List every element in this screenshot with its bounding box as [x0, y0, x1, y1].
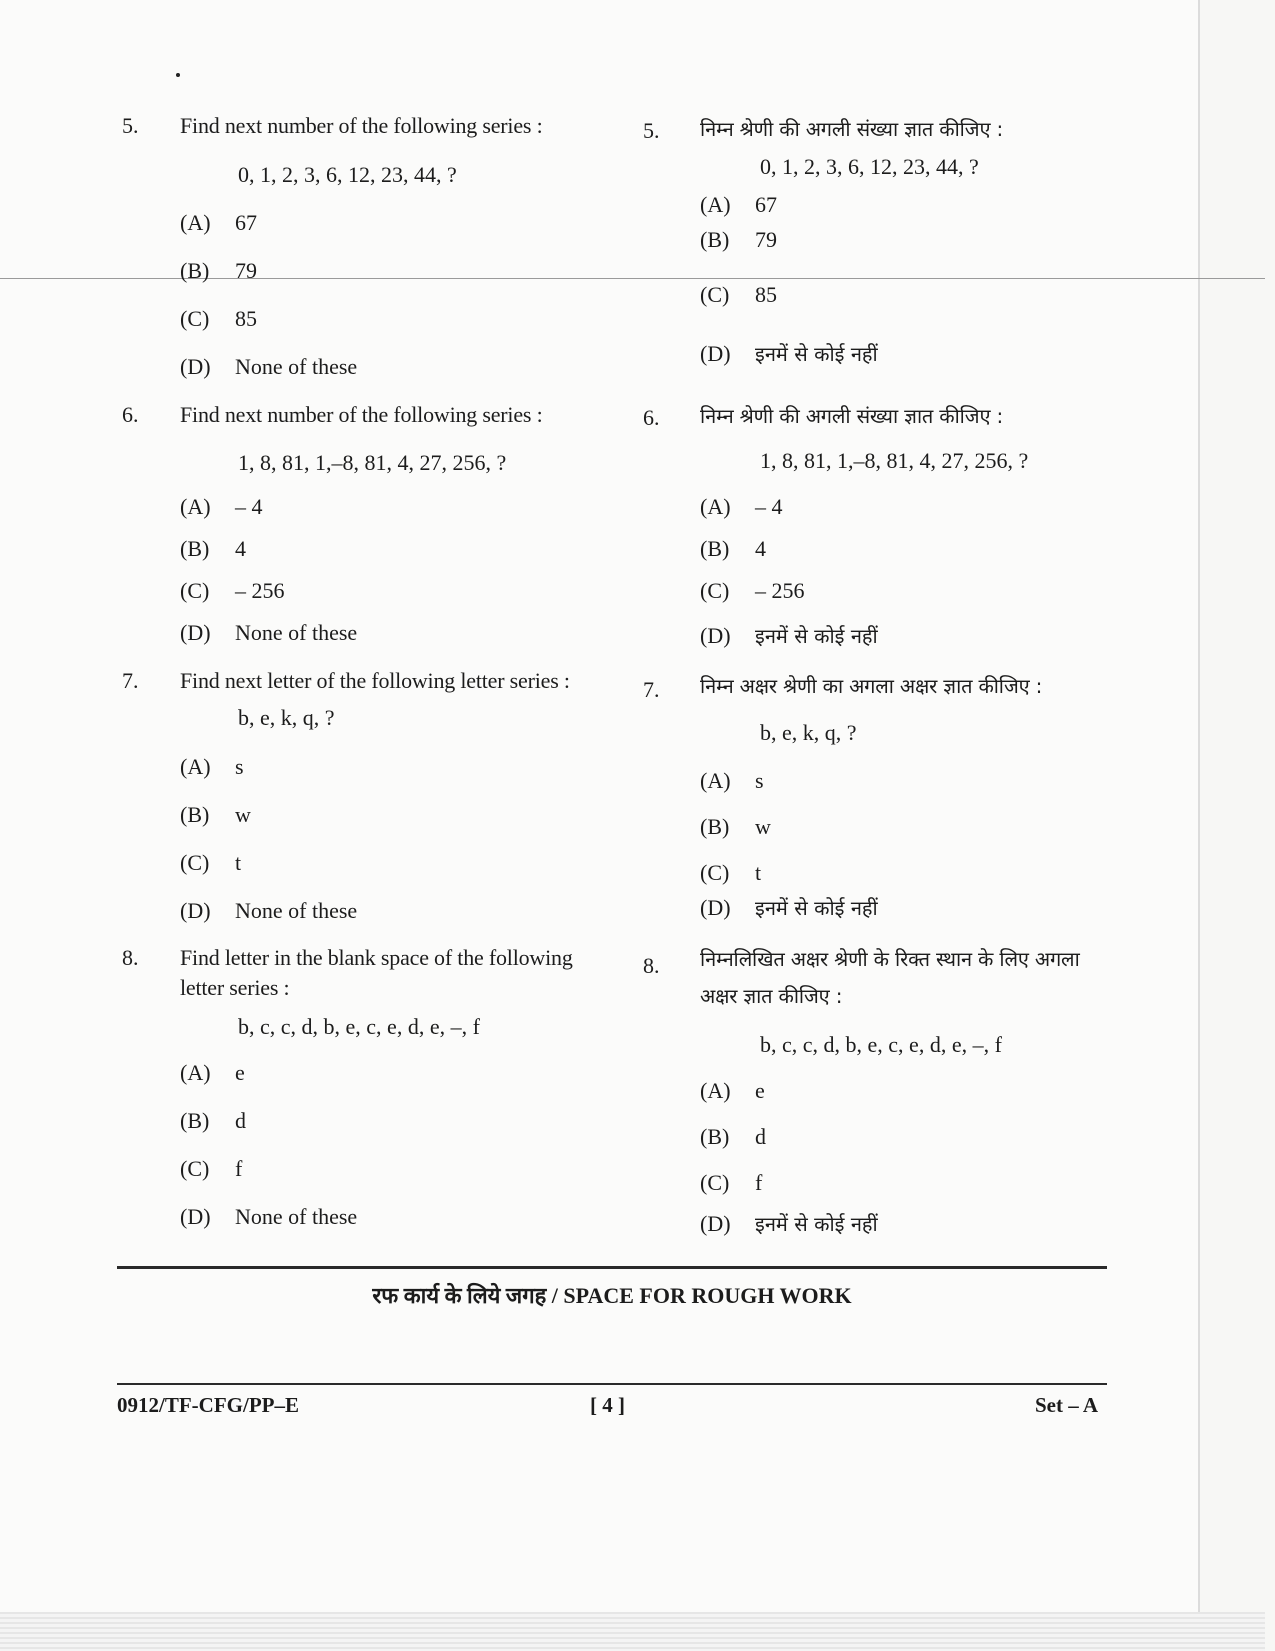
option-value: 4: [235, 536, 246, 561]
question-series: b, c, c, d, b, e, c, e, d, e, –, f: [760, 1032, 1002, 1057]
option-value: 85: [755, 282, 777, 307]
question-number: 8.: [643, 953, 660, 978]
option-value: d: [235, 1108, 246, 1133]
option-label: (C): [180, 1156, 210, 1181]
option-label: (B): [180, 258, 210, 283]
question-text-line1: निम्नलिखित अक्षर श्रेणी के रिक्त स्थान के लिए अगला: [700, 947, 1080, 971]
option-c: [180, 1156, 242, 1182]
option-label: (D): [700, 623, 731, 648]
option-c: [700, 1170, 762, 1196]
question-text-line2: letter series :: [180, 975, 290, 1000]
option-value: e: [235, 1060, 245, 1085]
option-label: (C): [700, 578, 730, 603]
option-value: – 256: [755, 578, 805, 603]
question-text: Find next letter of the following letter series :: [180, 668, 570, 693]
question-number: 6.: [122, 402, 139, 427]
option-label: (A): [180, 1060, 211, 1085]
question-series: 1, 8, 81, 1,–8, 81, 4, 27, 256, ?: [760, 448, 1029, 473]
option-c: [700, 578, 805, 604]
question-text: निम्न श्रेणी की अगली संख्या ज्ञात कीजिए :: [700, 117, 1004, 141]
option-value: 67: [755, 192, 777, 217]
question-series: b, c, c, d, b, e, c, e, d, e, –, f: [238, 1014, 480, 1039]
option-label: (C): [180, 306, 210, 331]
option-label: (C): [700, 1170, 730, 1195]
question-number: 8.: [122, 945, 139, 970]
option-b: [700, 227, 777, 253]
option-label: (D): [180, 1204, 211, 1229]
option-label: (B): [180, 536, 210, 561]
option-value: इनमें से कोई नहीं: [755, 896, 878, 920]
option-value: इनमें से कोई नहीं: [755, 342, 878, 366]
option-label: (A): [180, 210, 211, 235]
option-value: w: [755, 814, 771, 839]
option-label: (A): [700, 1078, 731, 1103]
option-label: (A): [700, 768, 731, 793]
question-series: 0, 1, 2, 3, 6, 12, 23, 44, ?: [238, 162, 457, 187]
option-value: None of these: [235, 898, 358, 923]
option-a: [700, 494, 783, 520]
option-label: (D): [180, 898, 211, 923]
option-label: (C): [700, 860, 730, 885]
paper-code: 0912/TF-CFG/PP–E: [117, 1393, 299, 1417]
option-label: (C): [180, 850, 210, 875]
question-number: 7.: [643, 677, 660, 702]
option-value: 4: [755, 536, 766, 561]
option-value: 67: [235, 210, 257, 235]
option-value: f: [755, 1170, 763, 1195]
option-d: [180, 1204, 357, 1230]
option-label: (D): [700, 895, 731, 920]
question-series: 1, 8, 81, 1,–8, 81, 4, 27, 256, ?: [238, 450, 507, 475]
option-value: f: [235, 1156, 243, 1181]
question-text: निम्न श्रेणी की अगली संख्या ज्ञात कीजिए :: [700, 404, 1004, 428]
option-b: [700, 536, 766, 562]
option-label: (A): [180, 754, 211, 779]
option-b: [180, 536, 246, 562]
rough-work-divider: [117, 1266, 1107, 1269]
option-b: [700, 1124, 766, 1150]
question-series: 0, 1, 2, 3, 6, 12, 23, 44, ?: [760, 154, 979, 179]
option-value: s: [235, 754, 244, 779]
question-text-line1: Find letter in the blank space of the following: [180, 945, 573, 970]
option-label: (A): [700, 192, 731, 217]
option-value: – 256: [235, 578, 285, 603]
footer-divider: [117, 1383, 1107, 1385]
option-a: [180, 210, 257, 236]
question-number: 7.: [122, 668, 139, 693]
option-value: इनमें से कोई नहीं: [755, 624, 878, 648]
option-label: (C): [700, 282, 730, 307]
question-number: 5.: [643, 118, 660, 143]
option-d: [700, 340, 878, 367]
option-value: 79: [755, 227, 777, 252]
option-d: [180, 620, 357, 646]
option-label: (C): [180, 578, 210, 603]
option-value: t: [235, 850, 242, 875]
question-number: 5.: [122, 113, 139, 138]
option-value: None of these: [235, 354, 358, 379]
option-c: [180, 578, 285, 604]
option-a: [180, 1060, 245, 1086]
question-text: Find next number of the following series :: [180, 402, 543, 427]
option-b: [180, 258, 257, 284]
question-number: 6.: [643, 405, 660, 430]
option-b: [180, 802, 251, 828]
rough-work-heading: रफ कार्य के लिये जगह / SPACE FOR ROUGH WORK: [372, 1283, 852, 1308]
option-a: [700, 1078, 765, 1104]
question-series: b, e, k, q, ?: [238, 705, 335, 730]
option-label: (D): [700, 341, 731, 366]
option-d: [180, 898, 357, 924]
scan-bottom-band: [0, 1612, 1265, 1651]
option-d: [700, 894, 878, 921]
option-a: [700, 768, 764, 794]
option-label: (B): [180, 1108, 210, 1133]
option-label: (A): [180, 494, 211, 519]
option-label: (B): [180, 802, 210, 827]
option-c: [700, 282, 777, 308]
option-d: [700, 1210, 878, 1237]
option-c: [180, 850, 241, 876]
option-b: [180, 1108, 246, 1134]
option-a: [700, 192, 777, 218]
option-value: 79: [235, 258, 257, 283]
option-value: इनमें से कोई नहीं: [755, 1212, 878, 1236]
option-label: (D): [180, 620, 211, 645]
option-value: s: [755, 768, 764, 793]
question-text: निम्न अक्षर श्रेणी का अगला अक्षर ज्ञात कीजिए :: [700, 674, 1043, 698]
page-number: [ 4 ]: [590, 1393, 625, 1417]
option-d: [180, 354, 357, 380]
option-c: [700, 860, 761, 886]
option-label: (D): [700, 1211, 731, 1236]
option-value: – 4: [755, 494, 783, 519]
option-label: (B): [700, 227, 730, 252]
option-label: (D): [180, 354, 211, 379]
question-text: Find next number of the following series :: [180, 113, 543, 138]
option-label: (B): [700, 1124, 730, 1149]
option-label: (A): [700, 494, 731, 519]
question-text-line2: अक्षर ज्ञात कीजिए :: [700, 984, 843, 1008]
ink-speck: [176, 73, 180, 77]
option-label: (B): [700, 536, 730, 561]
option-a: [180, 494, 263, 520]
option-b: [700, 814, 771, 840]
option-value: d: [755, 1124, 766, 1149]
option-value: w: [235, 802, 251, 827]
option-label: (B): [700, 814, 730, 839]
option-value: None of these: [235, 620, 358, 645]
option-d: [700, 622, 878, 649]
option-value: t: [755, 860, 762, 885]
option-c: [180, 306, 257, 332]
option-value: 85: [235, 306, 257, 331]
option-a: [180, 754, 244, 780]
option-value: – 4: [235, 494, 263, 519]
option-value: e: [755, 1078, 765, 1103]
page-edge: [1198, 0, 1200, 1651]
option-value: None of these: [235, 1204, 358, 1229]
question-series: b, e, k, q, ?: [760, 720, 857, 745]
set-label: Set – A: [1035, 1393, 1098, 1417]
